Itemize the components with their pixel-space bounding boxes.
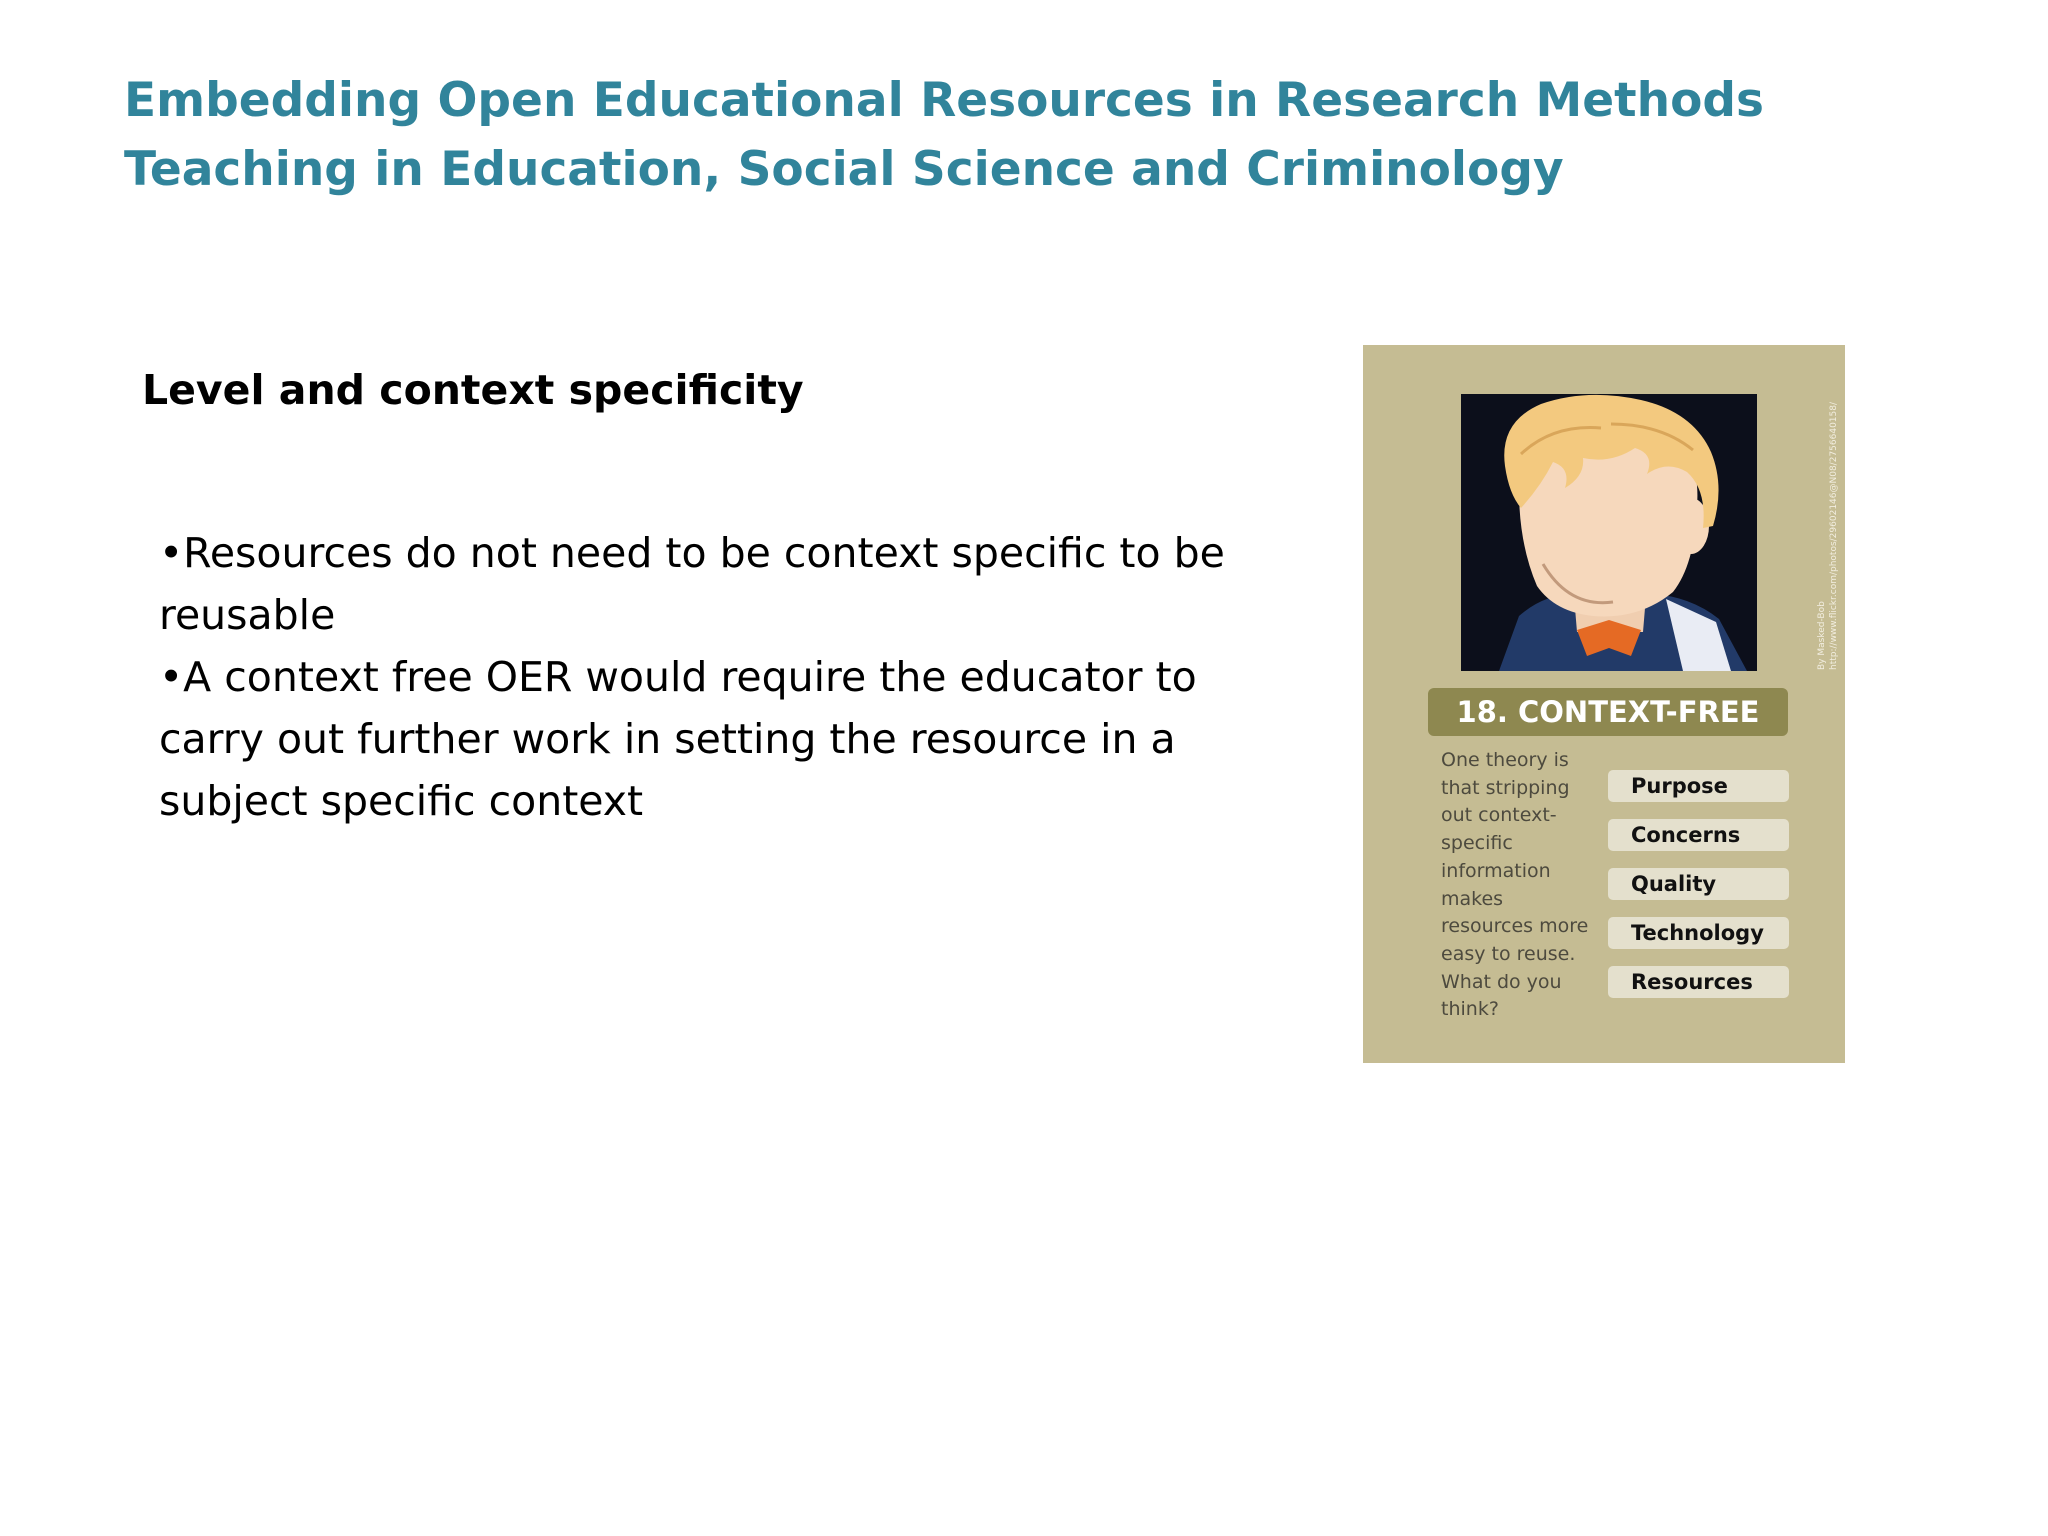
- photo-credit-url: http://www.flickr.com/photos/29602146@N08/2756640158/: [1829, 401, 1839, 670]
- category-concerns: Concerns: [1608, 819, 1789, 851]
- category-technology: Technology: [1608, 917, 1789, 949]
- photo-credit: [1816, 370, 1842, 670]
- card-description: One theory is that stripping out context-specific information makes resources more easy to reuse. What do you think?: [1441, 749, 1589, 1021]
- bullet-list: [159, 522, 1269, 832]
- category-resources: Resources: [1608, 966, 1789, 998]
- category-purpose: Purpose: [1608, 770, 1789, 802]
- category-quality: Quality: [1608, 868, 1789, 900]
- card-banner: 18. CONTEXT-FREE: [1428, 688, 1788, 736]
- section-heading: Level and context specificity: [142, 366, 804, 414]
- bullet-item: •Resources do not need to be context specific to be reusable: [159, 529, 1225, 639]
- bullet-item: •A context free OER would require the educator to carry out further work in setting the resource in a subject specific context: [159, 653, 1197, 825]
- faceless-cartoon-photo: [1461, 394, 1757, 671]
- context-free-card: [1363, 345, 1845, 1063]
- slide-title: Embedding Open Educational Resources in Research Methods Teaching in Education, Social Science and Criminology: [124, 73, 1765, 197]
- photo-credit-author: By Masked-Bob: [1817, 601, 1827, 670]
